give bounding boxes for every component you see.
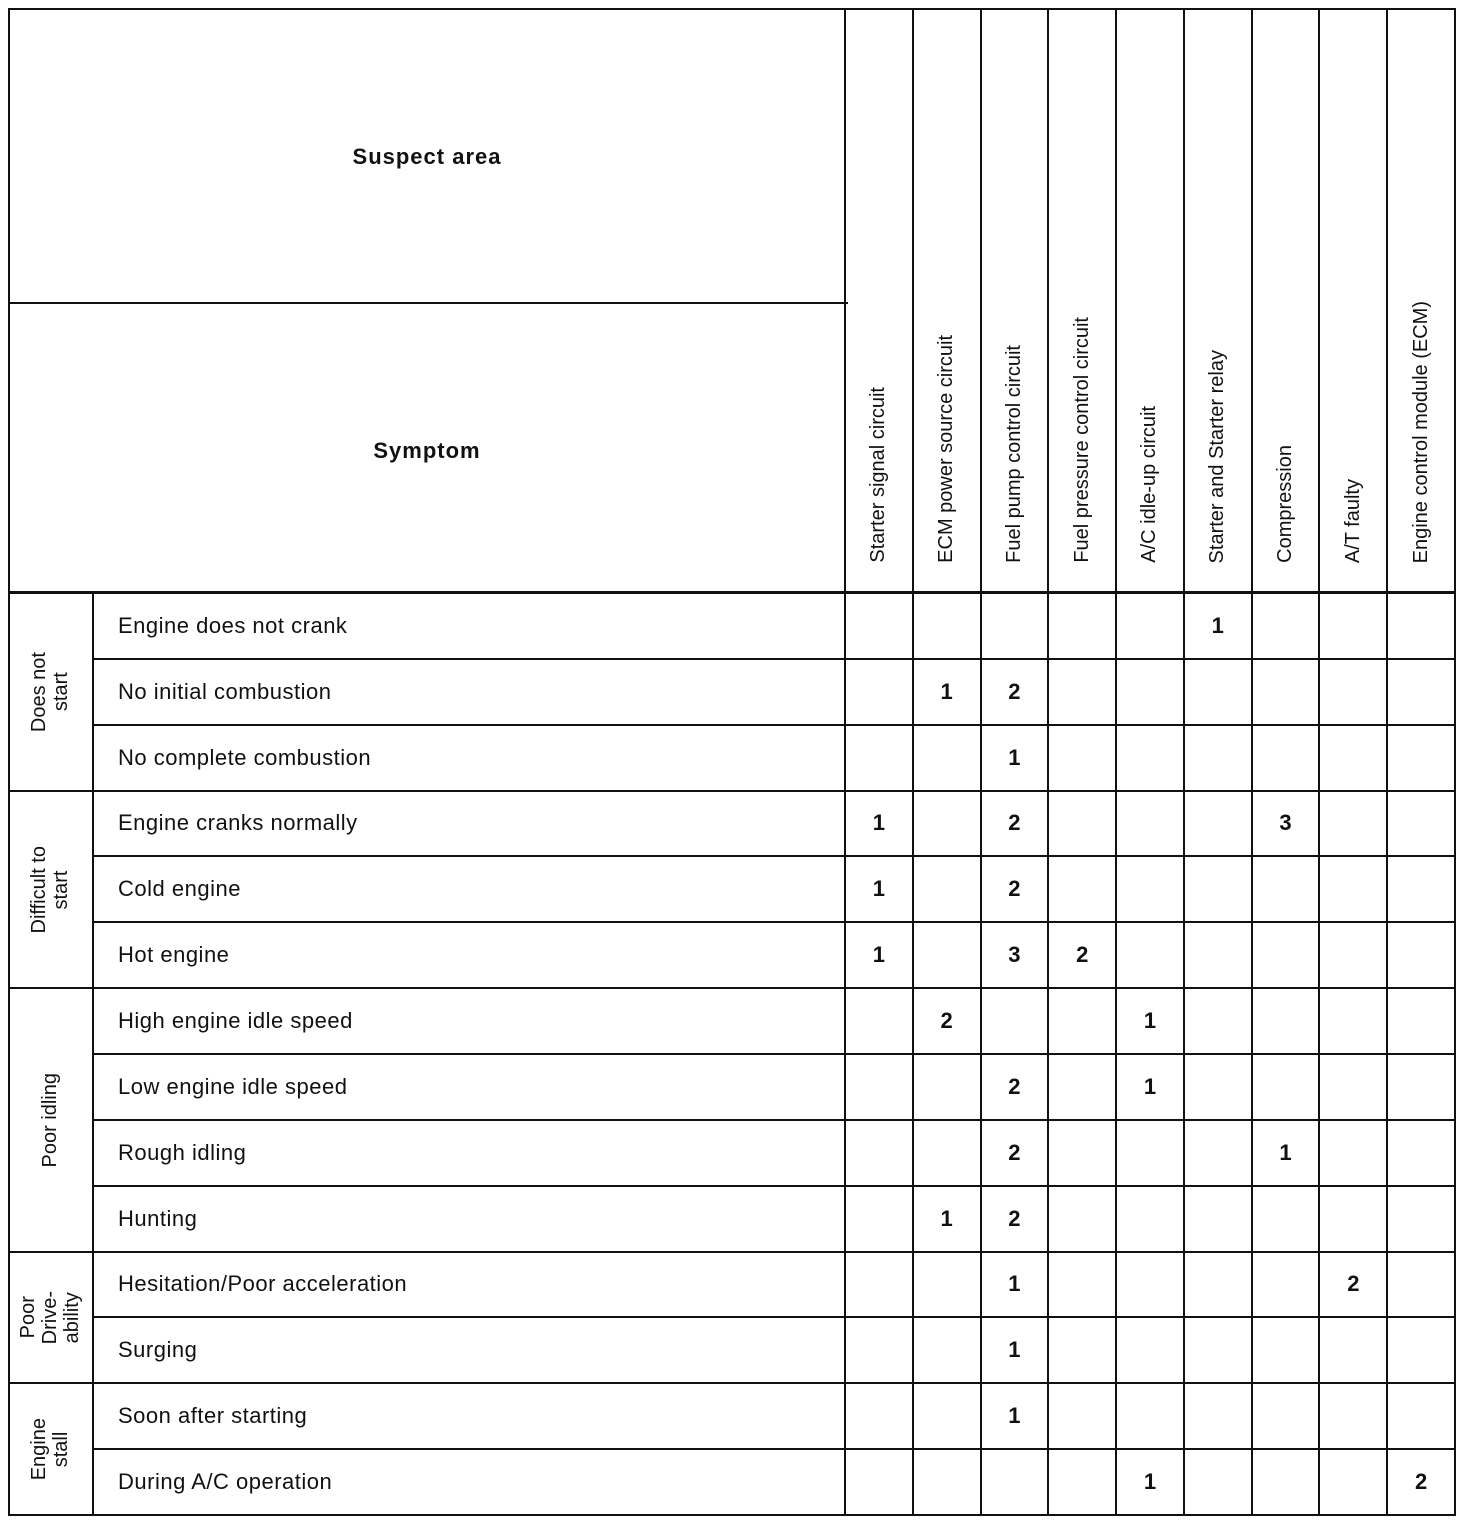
- matrix-cell: [1320, 1187, 1388, 1253]
- matrix-cell: [1253, 1055, 1321, 1121]
- matrix-cell: [914, 1121, 982, 1187]
- column-header-label: Starter signal circuit: [867, 387, 890, 563]
- matrix-cell: [1049, 1318, 1117, 1384]
- matrix-cell: [1049, 1384, 1117, 1450]
- symptom-row-label: Cold engine: [94, 857, 846, 923]
- matrix-cell: [1320, 989, 1388, 1055]
- matrix-cell: [1185, 1384, 1253, 1450]
- matrix-cell: [1117, 660, 1185, 726]
- matrix-cell: 2: [1320, 1253, 1388, 1319]
- matrix-cell: [982, 989, 1050, 1055]
- matrix-cell: [1320, 1055, 1388, 1121]
- matrix-cell: [1320, 1318, 1388, 1384]
- symptom-row-label: Soon after starting: [94, 1384, 846, 1450]
- matrix-cell: [914, 726, 982, 792]
- column-header: [1049, 8, 1117, 594]
- matrix-cell: [1388, 594, 1456, 660]
- matrix-cell: [846, 726, 914, 792]
- matrix-cell: [1117, 857, 1185, 923]
- column-header-text-wrap: [1049, 317, 1115, 563]
- matrix-cell: 1: [982, 726, 1050, 792]
- symptom-row-label: Engine cranks normally: [94, 792, 846, 858]
- column-header-label: Engine control module (ECM): [1409, 300, 1432, 563]
- column-header: [982, 8, 1050, 594]
- matrix-cell: [914, 792, 982, 858]
- symptom-row-label: Surging: [94, 1318, 846, 1384]
- symptom-group-label: [8, 1384, 94, 1516]
- matrix-cell: [1049, 594, 1117, 660]
- matrix-cell: [1388, 989, 1456, 1055]
- matrix-cell: [1388, 1384, 1456, 1450]
- symptom-row-label: No complete combustion: [94, 726, 846, 792]
- matrix-cell: [1253, 1384, 1321, 1450]
- matrix-cell: [1253, 989, 1321, 1055]
- symptom-group-label: [8, 1253, 94, 1385]
- matrix-cell: [1117, 1187, 1185, 1253]
- matrix-cell: [846, 660, 914, 726]
- column-header-text-wrap: [1320, 479, 1386, 563]
- symptom-group-text: Difficult to start: [28, 845, 72, 934]
- matrix-cell: 2: [982, 1121, 1050, 1187]
- matrix-cell: [1253, 660, 1321, 726]
- matrix-cell: [1117, 1121, 1185, 1187]
- symptom-group-label: [8, 792, 94, 990]
- matrix-cell: [1185, 1121, 1253, 1187]
- matrix-cell: [914, 857, 982, 923]
- matrix-cell: [1117, 1318, 1185, 1384]
- matrix-cell: [1320, 726, 1388, 792]
- matrix-cell: 1: [914, 1187, 982, 1253]
- symptom-group-text: Poor Drive- ability: [17, 1290, 83, 1345]
- matrix-cell: 1: [1117, 989, 1185, 1055]
- matrix-cell: [1388, 1253, 1456, 1319]
- matrix-cell: [914, 1318, 982, 1384]
- matrix-cell: [1185, 1187, 1253, 1253]
- matrix-cell: 1: [1185, 594, 1253, 660]
- matrix-cell: 1: [846, 857, 914, 923]
- matrix-cell: 1: [1117, 1055, 1185, 1121]
- matrix-cell: 3: [1253, 792, 1321, 858]
- column-header-label: Compression: [1274, 445, 1297, 563]
- symptom-row-label: Hunting: [94, 1187, 846, 1253]
- matrix-cell: [982, 1450, 1050, 1516]
- matrix-cell: [1117, 792, 1185, 858]
- column-header-label: Fuel pressure control circuit: [1070, 317, 1093, 563]
- column-header: [1320, 8, 1388, 594]
- column-header-text-wrap: [1253, 445, 1319, 563]
- matrix-cell: [1049, 1121, 1117, 1187]
- column-header: [1185, 8, 1253, 594]
- symptom-row-label: Low engine idle speed: [94, 1055, 846, 1121]
- matrix-cell: [1049, 1187, 1117, 1253]
- matrix-cell: [1388, 1055, 1456, 1121]
- symptom-group-label: [8, 989, 94, 1252]
- matrix-cell: [1388, 1318, 1456, 1384]
- matrix-cell: [1253, 594, 1321, 660]
- matrix-cell: [914, 923, 982, 989]
- matrix-cell: [1388, 857, 1456, 923]
- matrix-cell: 2: [982, 1055, 1050, 1121]
- symptom-row-label: Rough idling: [94, 1121, 846, 1187]
- column-header-label: A/C idle-up circuit: [1138, 406, 1161, 563]
- matrix-cell: 2: [1049, 923, 1117, 989]
- matrix-cell: [846, 1318, 914, 1384]
- matrix-cell: [1049, 726, 1117, 792]
- matrix-cell: [914, 1253, 982, 1319]
- matrix-cell: [1185, 923, 1253, 989]
- symptom-row-label: Engine does not crank: [94, 594, 846, 660]
- matrix-cell: [1049, 1450, 1117, 1516]
- symptom-row-label: Hesitation/Poor acceleration: [94, 1253, 846, 1319]
- column-header-label: Fuel pump control circuit: [1002, 345, 1025, 563]
- column-header-label: A/T faulty: [1341, 478, 1364, 563]
- matrix-cell: 1: [846, 792, 914, 858]
- matrix-cell: [846, 1187, 914, 1253]
- matrix-cell: [846, 989, 914, 1055]
- column-header-text-wrap: [914, 335, 980, 563]
- column-header: [1117, 8, 1185, 594]
- symptom-group-text: Engine stall: [28, 1417, 72, 1481]
- matrix-cell: [914, 1450, 982, 1516]
- matrix-cell: [1117, 594, 1185, 660]
- matrix-cell: [1253, 1450, 1321, 1516]
- matrix-cell: [1185, 989, 1253, 1055]
- matrix-cell: [1185, 1318, 1253, 1384]
- matrix-cell: 2: [914, 989, 982, 1055]
- matrix-cell: 1: [982, 1253, 1050, 1319]
- matrix-cell: [1388, 660, 1456, 726]
- matrix-cell: 2: [982, 1187, 1050, 1253]
- matrix-cell: [1049, 989, 1117, 1055]
- column-header: [1253, 8, 1321, 594]
- matrix-cell: 2: [982, 792, 1050, 858]
- matrix-cell: [1185, 857, 1253, 923]
- matrix-cell: [914, 594, 982, 660]
- matrix-cell: [1049, 1253, 1117, 1319]
- column-header-label: Starter and Starter relay: [1206, 349, 1229, 563]
- column-header-text-wrap: [982, 345, 1048, 563]
- matrix-cell: [1320, 923, 1388, 989]
- matrix-cell: [1320, 1450, 1388, 1516]
- matrix-cell: [1253, 1253, 1321, 1319]
- matrix-cell: [982, 594, 1050, 660]
- matrix-cell: [846, 1121, 914, 1187]
- matrix-cell: [1253, 857, 1321, 923]
- header-bottom-line: [8, 8, 846, 594]
- symptom-label: Symptom: [373, 438, 481, 463]
- matrix-cell: [1185, 1253, 1253, 1319]
- matrix-cell: [1185, 1055, 1253, 1121]
- symptom-row-label: No initial combustion: [94, 660, 846, 726]
- matrix-cell: [1253, 1318, 1321, 1384]
- symptom-row-label: During A/C operation: [94, 1450, 846, 1516]
- column-header: [1388, 8, 1456, 594]
- matrix-cell: [1320, 1384, 1388, 1450]
- matrix-cell: [1320, 660, 1388, 726]
- column-header-text-wrap: [1185, 350, 1251, 563]
- matrix-cell: [1117, 726, 1185, 792]
- suspect-area-label: Suspect area: [352, 144, 502, 169]
- matrix-cell: [1185, 660, 1253, 726]
- matrix-cell: [1388, 726, 1456, 792]
- matrix-cell: 3: [982, 923, 1050, 989]
- matrix-cell: 1: [1253, 1121, 1321, 1187]
- matrix-cell: [846, 1384, 914, 1450]
- matrix-cell: 1: [982, 1318, 1050, 1384]
- matrix-cell: 1: [914, 660, 982, 726]
- troubleshooting-matrix: [8, 8, 1456, 1516]
- matrix-cell: 1: [982, 1384, 1050, 1450]
- matrix-cell: [914, 1055, 982, 1121]
- matrix-cell: [1388, 923, 1456, 989]
- symptom-group-label: [8, 594, 94, 792]
- matrix-cell: [1185, 726, 1253, 792]
- column-header: [846, 8, 914, 594]
- matrix-cell: [1117, 1384, 1185, 1450]
- matrix-cell: [1388, 792, 1456, 858]
- matrix-cell: [1185, 1450, 1253, 1516]
- matrix-cell: [1388, 1121, 1456, 1187]
- matrix-cell: [1320, 594, 1388, 660]
- column-header-text-wrap: [1117, 406, 1183, 563]
- symptom-group-text: Poor idling: [39, 1072, 61, 1168]
- matrix-cell: 2: [982, 660, 1050, 726]
- matrix-cell: [1117, 923, 1185, 989]
- matrix-cell: [1253, 923, 1321, 989]
- matrix-cell: [1388, 1187, 1456, 1253]
- matrix-cell: [914, 1384, 982, 1450]
- symptom-row-label: High engine idle speed: [94, 989, 846, 1055]
- column-header: [914, 8, 982, 594]
- matrix-cell: 1: [846, 923, 914, 989]
- symptom-group-text: Does not start: [28, 651, 72, 732]
- matrix-cell: [1117, 1253, 1185, 1319]
- matrix-cell: 1: [1117, 1450, 1185, 1516]
- symptom-row-label: Hot engine: [94, 923, 846, 989]
- matrix-cell: [1320, 1121, 1388, 1187]
- matrix-cell: [846, 1450, 914, 1516]
- column-header-text-wrap: [846, 387, 912, 563]
- matrix-cell: [846, 594, 914, 660]
- matrix-cell: [1049, 1055, 1117, 1121]
- matrix-cell: [846, 1055, 914, 1121]
- matrix-cell: [1049, 857, 1117, 923]
- matrix-cell: [1253, 726, 1321, 792]
- matrix-cell: 2: [982, 857, 1050, 923]
- column-header-label: ECM power source circuit: [935, 335, 958, 563]
- matrix-cell: [1320, 792, 1388, 858]
- matrix-cell: [846, 1253, 914, 1319]
- column-header-text-wrap: [1388, 301, 1454, 563]
- matrix-cell: 2: [1388, 1450, 1456, 1516]
- matrix-cell: [1253, 1187, 1321, 1253]
- matrix-cell: [1185, 792, 1253, 858]
- matrix-cell: [1320, 857, 1388, 923]
- matrix-cell: [1049, 660, 1117, 726]
- matrix-cell: [1049, 792, 1117, 858]
